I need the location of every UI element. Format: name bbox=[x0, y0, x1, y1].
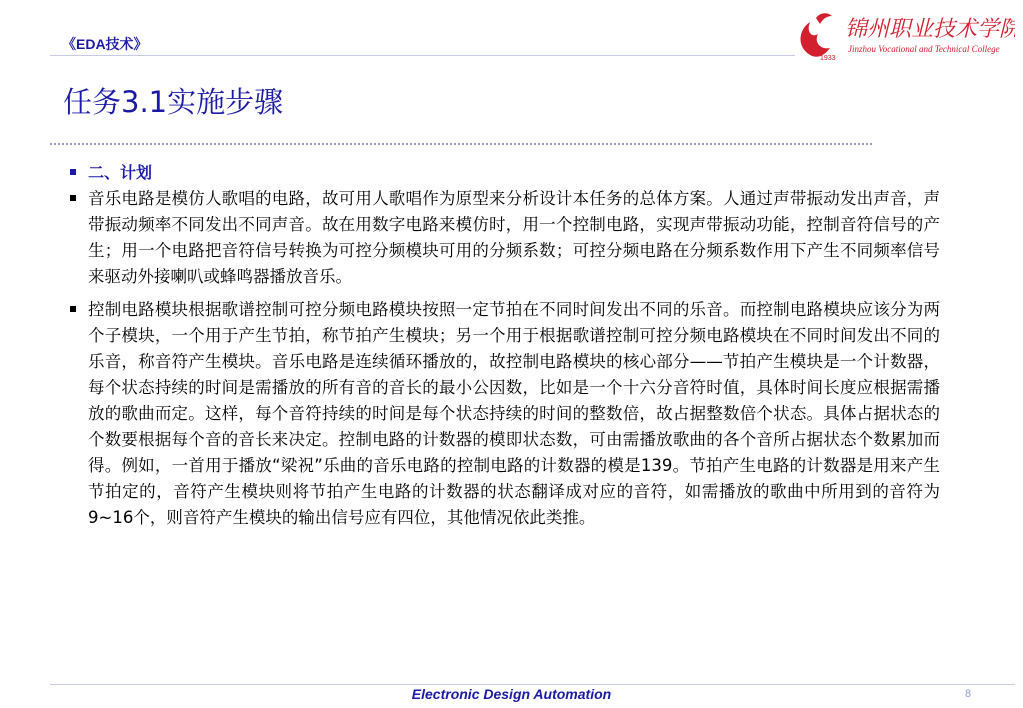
bullet-icon bbox=[70, 306, 76, 312]
title-divider bbox=[50, 143, 872, 145]
course-header: 《EDA技术》 bbox=[62, 36, 148, 52]
bullet-icon bbox=[70, 195, 76, 201]
paragraph-text: 控制电路模块根据歌谱控制可控分频电路模块按照一定节拍在不同时间发出不同的乐音。而控制电路模块应该分为两个子模块，一个用于产生节拍，称节拍产生模块；另一个用于根据歌谱控制可控分频电路模块在不同时间发出不同的乐音，称音符产生模块。音乐电路是连续循环播放的，故控制电路模块的核心部分——节拍产生模块是一个计数器，每个状态持续的时间是需播放的所有音的音长的最小公因数，比如是一个十六分音符时值，具体时间长度应根据需播放的歌曲而定。这样，每个音符持续的时间是每个状态持续的时间的整数倍，故占据整数倍个状态。具体占据状态的个数要根据每个音的音长来决定。控制电路的计数器的模即状态数，可由需播放歌曲的各个音所占据状态个数累加而得。例如，一首用于播放“梁祝”乐曲的音乐电路的控制电路的计数器的模是139。节拍产生电路的计数器是用来产生节拍定的，音符产生模块则将节拍产生电路的计数器的状态翻译成对应的音符，如需播放的歌曲中所用到的音符为9~16个，则音符产生模块的输出信号应有四位，其他情况依此类推。 bbox=[88, 300, 940, 527]
college-name-en: Jinzhou Vocational and Technical College bbox=[848, 44, 1000, 54]
page-number: 8 bbox=[965, 688, 972, 700]
footer-divider bbox=[50, 684, 1015, 685]
college-logo bbox=[790, 8, 1015, 63]
section-heading: 二、计划 bbox=[70, 160, 940, 186]
paragraph-2 bbox=[70, 297, 940, 531]
flame-emblem-icon bbox=[801, 13, 836, 62]
paragraph-1 bbox=[70, 186, 940, 290]
svg-text:1933: 1933 bbox=[820, 55, 836, 62]
college-name-cn: 锦州职业技术学院 bbox=[845, 17, 1015, 42]
page-title: 任务3.1实施步骤 bbox=[63, 85, 284, 119]
header-divider bbox=[50, 55, 795, 56]
bullet-icon bbox=[70, 169, 76, 175]
slide-body bbox=[70, 160, 940, 531]
footer-title: Electronic Design Automation bbox=[411, 686, 612, 702]
paragraph-text: 音乐电路是模仿人歌唱的电路，故可用人歌唱作为原型来分析设计本任务的总体方案。人通过声带振动发出声音，声带振动频率不同发出不同声音。故在用数字电路来模仿时，用一个控制电路，实现声带振动功能，控制音符信号的产生；用一个电路把音符信号转换为可控分频模块可用的分频系数；可控分频电路在分频系数作用下产生不同频率信号来驱动外接喇叭或蜂鸣器播放音乐。 bbox=[88, 189, 940, 286]
